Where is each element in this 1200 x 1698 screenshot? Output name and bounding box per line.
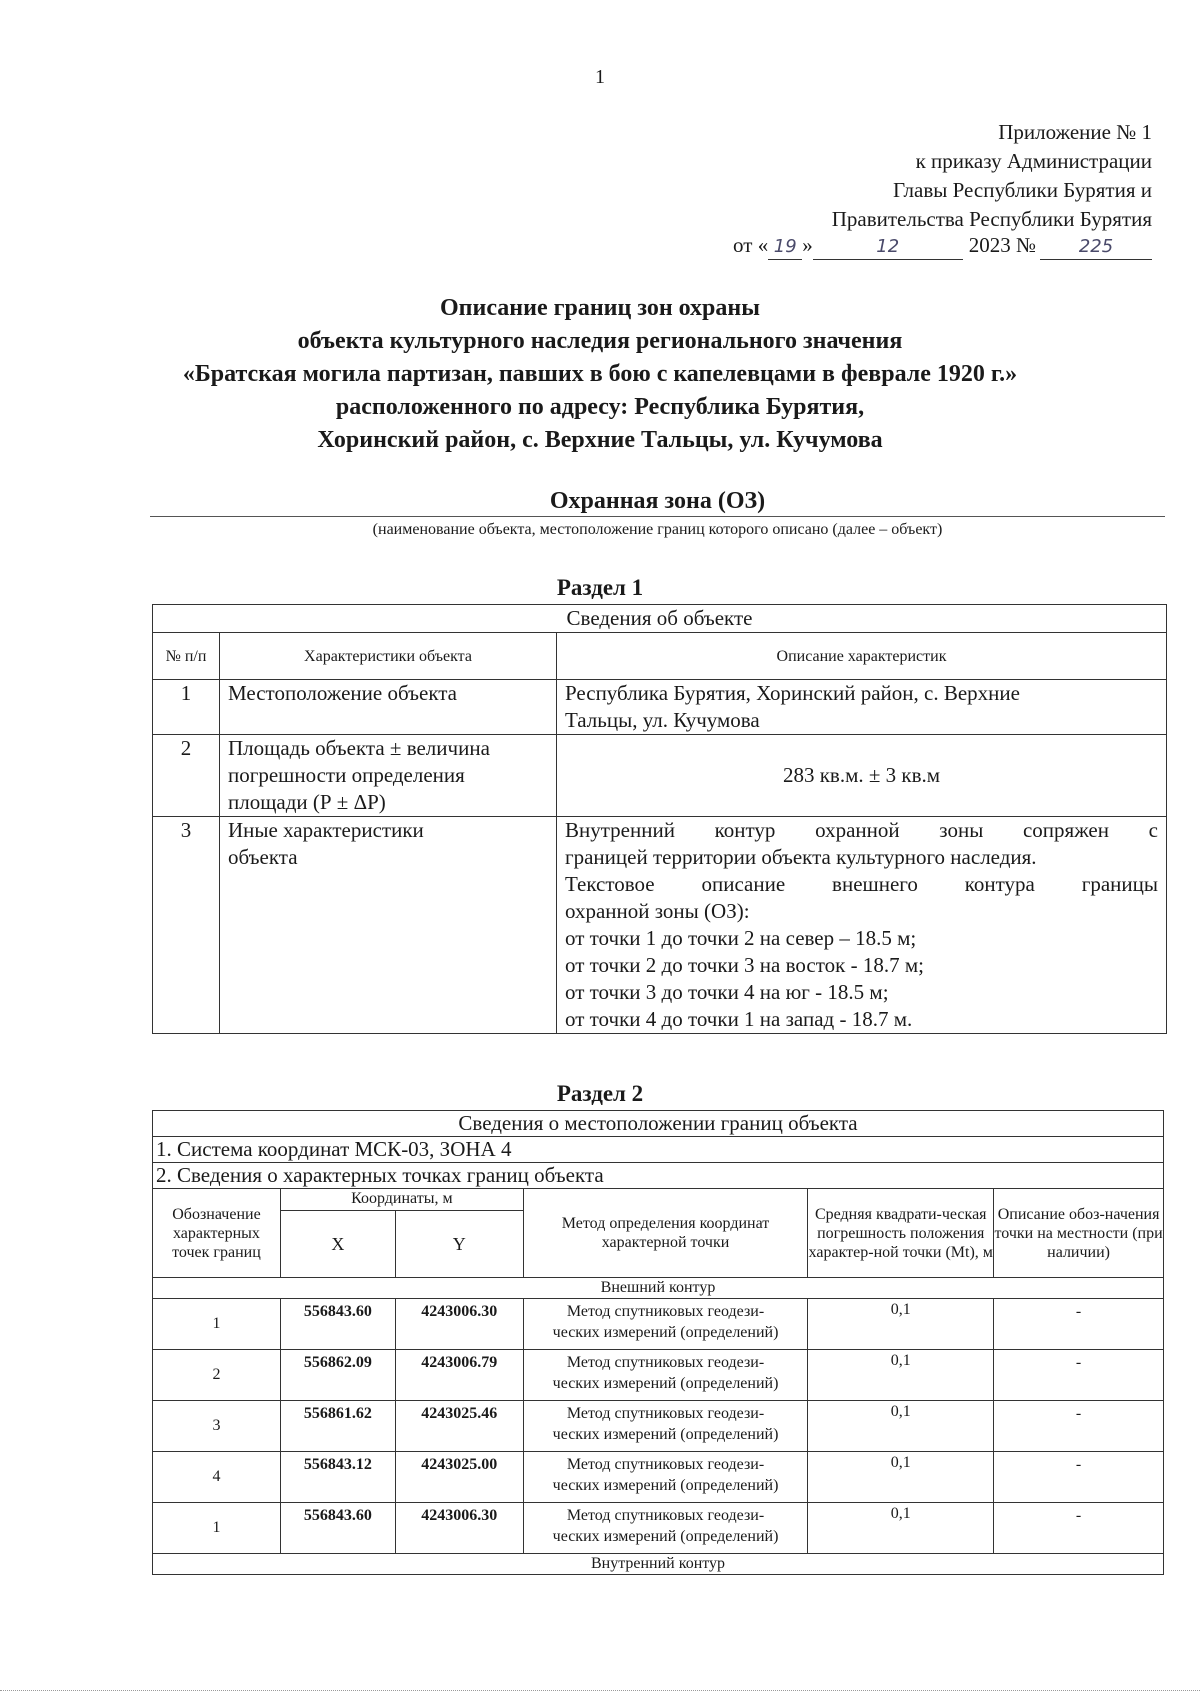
point-designation: 1 [153, 1299, 281, 1350]
appendix-line: к приказу Администрации [915, 149, 1152, 173]
table-row [153, 1299, 1164, 1350]
method-line: Метод спутниковых геодези- [566, 1456, 765, 1473]
characteristic-line: площади (Р ± ΔР) [228, 790, 386, 814]
col-header-characteristic: Характеристики объекта [220, 633, 557, 680]
coordinate-system: 1. Система координат МСК-03, ЗОНА 4 [153, 1137, 1164, 1163]
title-line: Хоринский район, с. Верхние Тальцы, ул. Кучумова [317, 427, 883, 453]
page-bottom-rule [0, 1690, 1200, 1691]
date-prefix: от « [733, 233, 769, 257]
coord-y: 4243025.00 [395, 1452, 523, 1503]
point-description: - [994, 1299, 1164, 1350]
point-designation: 3 [153, 1401, 281, 1452]
method-cell [523, 1350, 808, 1401]
method-line: Метод спутниковых геодези- [566, 1354, 765, 1371]
order-date-line [733, 233, 1152, 260]
row-characteristic: Местоположение объекта [220, 680, 557, 735]
value-line: границей территории объекта культурного наследия. [565, 845, 1037, 869]
error-value: 0,1 [808, 1401, 994, 1452]
point-designation: 2 [153, 1350, 281, 1401]
section2-header: Сведения о местоположении границ объекта [153, 1111, 1164, 1137]
coord-y: 4243025.46 [395, 1401, 523, 1452]
table-row [153, 1452, 1164, 1503]
date-mid: » [802, 233, 813, 257]
coord-x: 556843.12 [280, 1452, 395, 1503]
section1-title: Раздел 1 [556, 575, 644, 600]
method-cell [523, 1452, 808, 1503]
characteristic-line: Иные характеристики [228, 818, 424, 842]
table-row [153, 1503, 1164, 1554]
zone-name: Охранная зона (ОЗ) [150, 488, 1165, 517]
characteristic-line: объекта [228, 845, 298, 869]
table-row [153, 735, 1167, 817]
col-header-method: Метод определения координат характерной точки [523, 1189, 808, 1278]
method-line: ческих измерений (определений) [552, 1477, 779, 1494]
row-characteristic [220, 817, 557, 1034]
table-row [153, 680, 1167, 735]
method-cell [523, 1401, 808, 1452]
col-header-designation: Обозначение характерных точек границ [153, 1189, 281, 1278]
point-description: - [994, 1452, 1164, 1503]
section1-table [152, 604, 1167, 1034]
col-header-x: X [280, 1211, 395, 1278]
coord-y: 4243006.79 [395, 1350, 523, 1401]
method-line: ческих измерений (определений) [552, 1375, 779, 1392]
method-line: ческих измерений (определений) [552, 1324, 779, 1341]
section1-header: Сведения об объекте [153, 605, 1167, 633]
document-title [0, 292, 1200, 457]
title-line: «Братская могила партизан, павших в бою с капелевцами в феврале 1920 г.» [182, 361, 1018, 387]
coord-y: 4243006.30 [395, 1503, 523, 1554]
appendix-line: Главы Республики Бурятия и [893, 178, 1152, 202]
section2-title: Раздел 2 [556, 1081, 644, 1106]
point-designation: 4 [153, 1452, 281, 1503]
title-line: Описание границ зон охраны [440, 295, 760, 321]
value-line: от точки 4 до точки 1 на запад - 18.7 м. [565, 1007, 913, 1031]
outer-contour-label: Внешний контур [153, 1278, 1164, 1299]
point-designation: 1 [153, 1503, 281, 1554]
value-line: от точки 1 до точки 2 на север – 18.5 м; [565, 926, 917, 950]
row-characteristic [220, 735, 557, 817]
appendix-block [832, 118, 1152, 234]
row-number: 1 [153, 680, 220, 735]
col-header-y: Y [395, 1211, 523, 1278]
error-value: 0,1 [808, 1503, 994, 1554]
table-row [153, 817, 1167, 1034]
coord-x: 556843.60 [280, 1503, 395, 1554]
point-description: - [994, 1350, 1164, 1401]
row-value [557, 817, 1167, 1034]
title-line: объекта культурного наследия регионального значения [297, 328, 903, 354]
point-description: - [994, 1401, 1164, 1452]
row-number: 3 [153, 817, 220, 1034]
value-line: охранной зоны (ОЗ): [565, 899, 750, 923]
table-row [153, 1350, 1164, 1401]
coord-x: 556862.09 [280, 1350, 395, 1401]
appendix-line: Приложение № 1 [998, 120, 1152, 144]
value-line: от точки 2 до точки 3 на восток - 18.7 м; [565, 953, 924, 977]
appendix-line: Правительства Республики Бурятия [831, 207, 1152, 231]
method-line: Метод спутниковых геодези- [566, 1303, 765, 1320]
title-line: расположенного по адресу: Республика Бурятия, [335, 394, 865, 420]
coord-y: 4243006.30 [395, 1299, 523, 1350]
value-line: от точки 3 до точки 4 на юг - 18.5 м; [565, 980, 889, 1004]
row-value: 283 кв.м. ± 3 кв.м [557, 735, 1167, 817]
method-line: Метод спутниковых геодези- [566, 1507, 765, 1524]
table-row [153, 1401, 1164, 1452]
coord-x: 556861.62 [280, 1401, 395, 1452]
handwritten-day: 19 [768, 237, 802, 260]
error-value: 0,1 [808, 1299, 994, 1350]
handwritten-month: 12 [813, 237, 963, 260]
handwritten-number: 225 [1040, 237, 1152, 260]
value-line: Внутренний контур охранной зоны сопряжен с [565, 818, 1158, 842]
method-line: ческих измерений (определений) [552, 1528, 779, 1545]
value-line: Текстовое описание внешнего контура границы [565, 872, 1158, 896]
row-number: 2 [153, 735, 220, 817]
characteristic-line: Площадь объекта ± величина [228, 736, 490, 760]
error-value: 0,1 [808, 1350, 994, 1401]
year-text: 2023 № [968, 233, 1036, 257]
zone-caption: (наименование объекта, местоположение границ которого описано (далее – объект) [372, 521, 943, 538]
value-line: Республика Бурятия, Хоринский район, с. Верхние [565, 681, 1020, 705]
col-header-coordinates: Координаты, м [280, 1189, 523, 1211]
points-header: 2. Сведения о характерных точках границ объекта [153, 1163, 1164, 1189]
error-value: 0,1 [808, 1452, 994, 1503]
coord-x: 556843.60 [280, 1299, 395, 1350]
page-number: 1 [595, 66, 605, 88]
col-header-number: № п/п [153, 633, 220, 680]
row-value [557, 680, 1167, 735]
method-cell [523, 1299, 808, 1350]
inner-contour-label: Внутренний контур [153, 1554, 1164, 1575]
characteristic-line: погрешности определения [228, 763, 465, 787]
method-line: Метод спутниковых геодези- [566, 1405, 765, 1422]
section2-table [152, 1110, 1164, 1575]
col-header-description: Описание характеристик [557, 633, 1167, 680]
col-header-error: Средняя квадрати-ческая погрешность положения характер-ной точки (Mt), м [808, 1189, 994, 1278]
col-header-description: Описание обоз-начения точки на местности (при наличии) [994, 1189, 1164, 1278]
method-cell [523, 1503, 808, 1554]
value-line: Тальцы, ул. Кучумова [565, 708, 760, 732]
point-description: - [994, 1503, 1164, 1554]
method-line: ческих измерений (определений) [552, 1426, 779, 1443]
